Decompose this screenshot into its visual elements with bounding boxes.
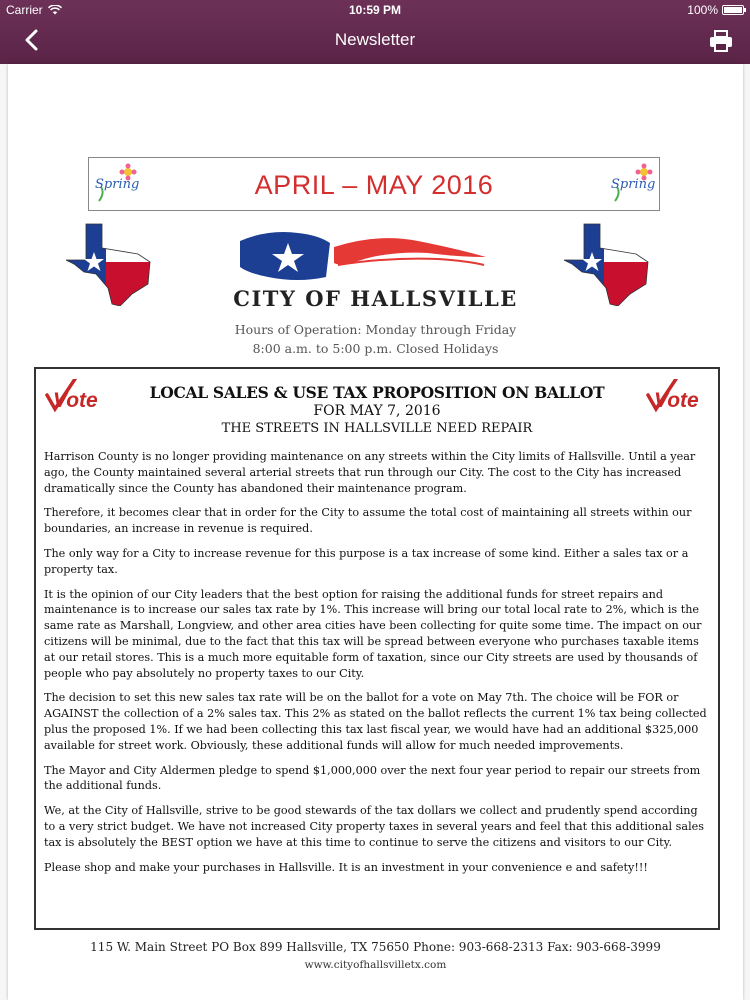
newsletter-page (8, 64, 743, 1000)
article-title: LOCAL SALES & USE TAX PROPOSITION ON BALLOT (149, 383, 605, 402)
battery-status (687, 3, 744, 17)
hours-of-operation (8, 320, 743, 358)
navigation-bar (0, 0, 750, 64)
vote-badge (45, 379, 105, 419)
printer-icon (708, 28, 734, 54)
spring-label: Spring (611, 177, 656, 192)
hours-line: Hours of Operation: Monday through Friday (234, 322, 517, 337)
carrier-label: Carrier (6, 3, 43, 17)
date-heading: APRIL – MAY 2016 (254, 170, 494, 200)
ballot-article (34, 367, 720, 930)
vote-label: Vote (53, 389, 98, 412)
article-paragraph: It is the opinion of our City leaders that the best option for raising the additional funds for street repairs and maintenance is to increase our sales tax rate by 1%. This increase will bring our total local rate to 2%, which is the same rate as Marshall, Longview, and other area cities have been collecting for quite some time. The impact on our citizens will be minimal, due to the fact that this tax will be spread between everyone who purchases taxable items at our retail stores. This is a much more equitable form of taxation, since our City streets are used by thousands of people who pay absolutely no property taxes to our City. (44, 587, 702, 680)
clock: 10:59 PM (348, 3, 402, 17)
article-date: FOR MAY 7, 2016 (313, 403, 441, 419)
print-button[interactable] (708, 28, 734, 54)
status-bar (0, 0, 750, 20)
article-paragraph: The decision to set this new sales tax rate will be on the ballot for a vote on May 7th. The choice will be FOR or AGAINST the collection of a 2% sales tax. This 2% as stated on the ballot reflects the current 1% tax being collected plus the proposed 1%. If we had been collecting this tax last fiscal year, we would have had an additional $325,000 available for street work. Obviously, these additional funds will allow for much needed improvements. (44, 691, 707, 752)
footer-address: 115 W. Main Street PO Box 899 Hallsville, TX 75650 Phone: 903-668-2313 Fax: 903-668-3999 (90, 940, 661, 954)
vote-label: Vote (654, 389, 699, 412)
article-body (44, 449, 708, 884)
article-paragraph: We, at the City of Hallsville, strive to be good stewards of the tax dollars we collect and prudently spend according to a very strict budget. We have not increased City property taxes in several years and feel that this additional sales tax is absolutely the BEST option we have at this time to continue to serve the citizens and visitors to our City. (44, 804, 705, 849)
footer-website: www.cityofhallsvilletx.com (304, 959, 447, 971)
date-banner (88, 157, 660, 211)
battery-percent: 100% (687, 3, 718, 17)
spring-label: Spring (95, 177, 140, 192)
city-name: CITY OF HALLSVILLE (233, 286, 518, 311)
article-paragraph: Harrison County is no longer providing maintenance on any streets within the City limits of Hallsville. Until a year ago, the County maintained several arterial streets that run through our City. The cost to the City has increased dramatically since the County has abandoned their maintenance program. (44, 450, 696, 495)
article-paragraph: The only way for a City to increase revenue for this purpose is a tax increase of some kind. Either a sales tax or a property tax. (44, 546, 689, 576)
flag-swoosh-logo (238, 227, 488, 285)
battery-icon (722, 5, 744, 15)
hours-line: 8:00 a.m. to 5:00 p.m. Closed Holidays (252, 341, 499, 356)
article-paragraph: The Mayor and City Aldermen pledge to spend $1,000,000 over the next four year period to repair our streets from the additional funds. (44, 763, 701, 793)
article-paragraph: Therefore, it becomes clear that in order for the City to assume the total cost of maintaining all streets within our boundaries, an increase in revenue is required. (44, 506, 692, 536)
article-subtitle: THE STREETS IN HALLSVILLE NEED REPAIR (221, 421, 533, 436)
article-paragraph: Please shop and make your purchases in Hallsville. It is an investment in your convenience e and safety!!! (44, 860, 648, 874)
vote-badge (646, 379, 706, 419)
page-title: Newsletter (334, 30, 416, 49)
spring-flower-art (609, 163, 655, 205)
article-heading (126, 383, 628, 436)
